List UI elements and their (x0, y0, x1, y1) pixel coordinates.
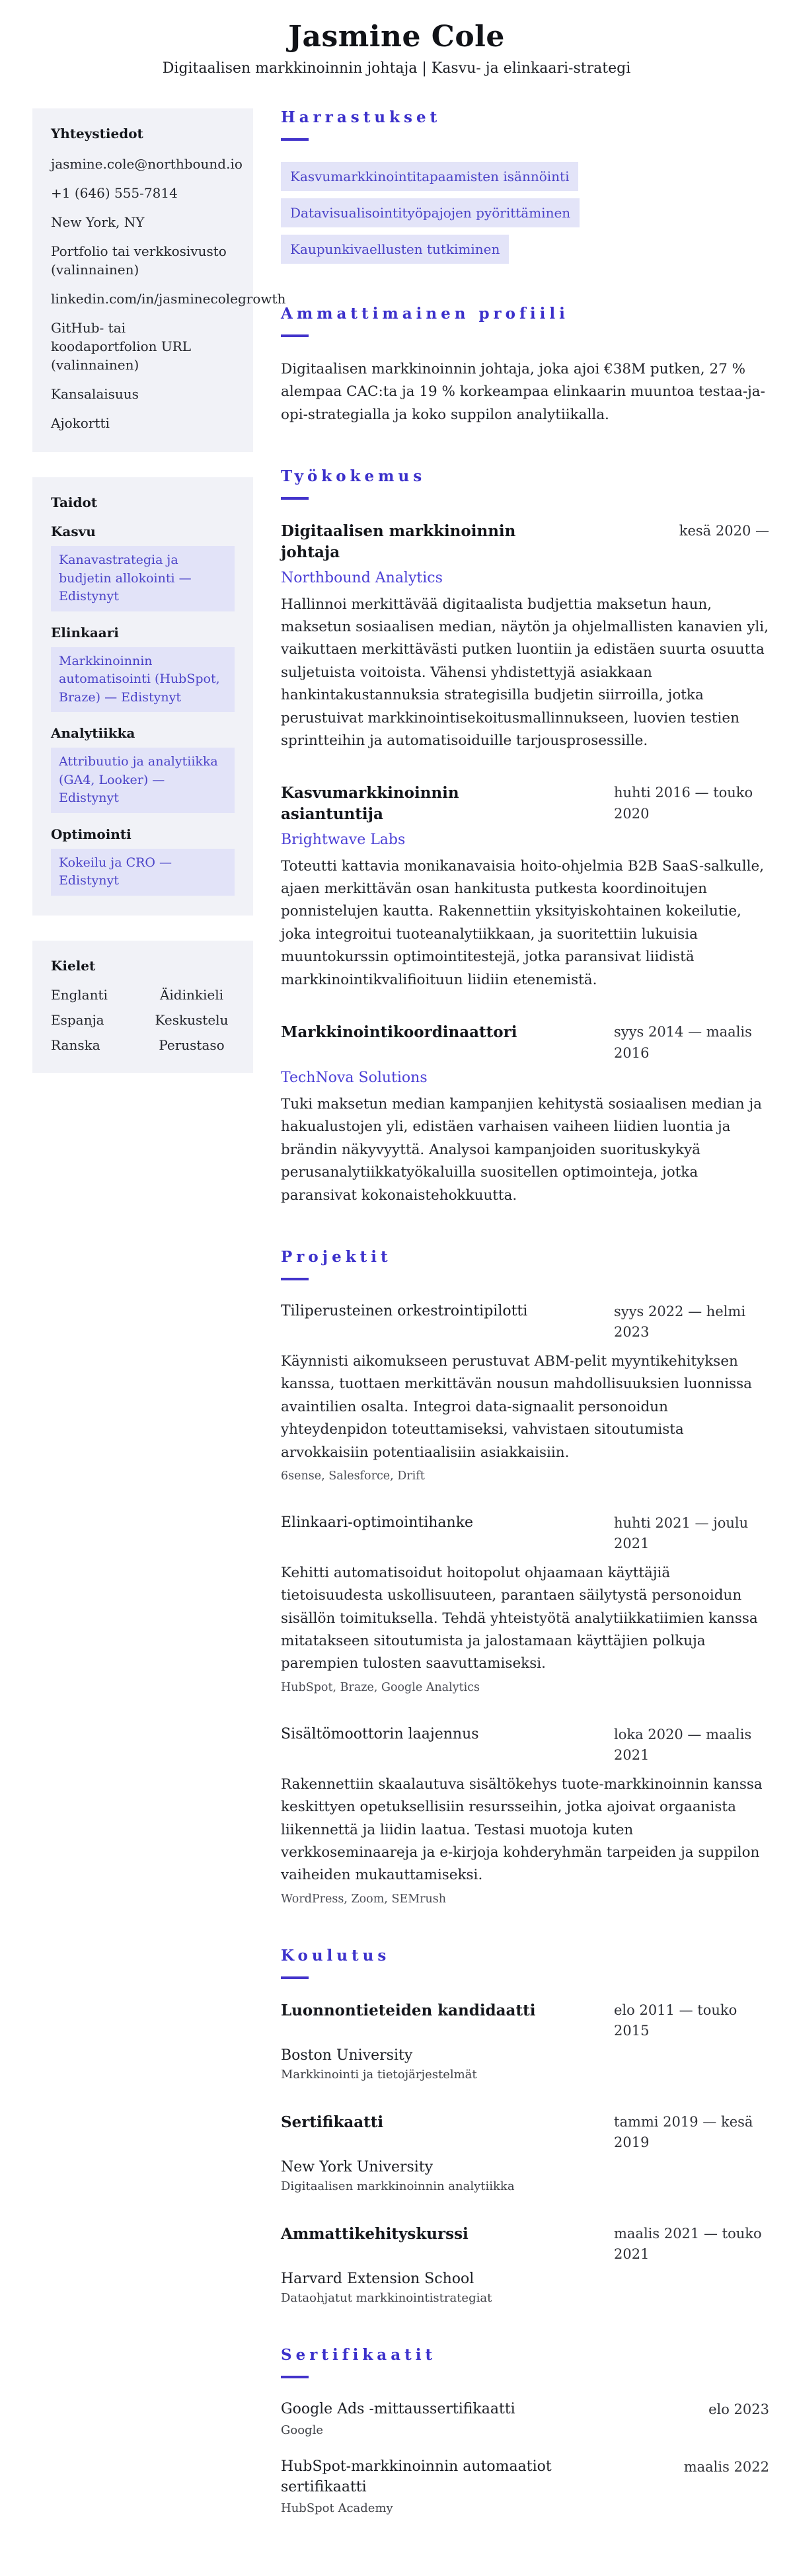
language-level: Keskustelu (155, 1012, 229, 1029)
education-field: Markkinointi ja tietojärjestelmät (281, 2067, 477, 2082)
project-dates: huhti 2021 — joulu 2021 (614, 1514, 749, 1552)
skill-pill: Kanavastrategia ja budjetin allokointi — Edistynyt (51, 546, 235, 611)
contact-heading: Yhteystiedot (51, 126, 143, 141)
contact-github: GitHub- tai koodaportfolion URL (valinnainen) (51, 320, 192, 373)
project-description: Käynnisti aikomukseen perustuvat ABM-pelit myyntikehityksen kanssa, tuottaen merkittävän nousun mahdollisuuksien luonnissa avaintilien osalta. Integroi data-signaalit personoidun yhteydenpidon toteuttamiseksi, vahvistaen sitoutumista arvokkaisiin potentiaalisiin asiakkaisiin. (281, 1352, 752, 1461)
job-company: Brightwave Labs (281, 831, 406, 848)
hobby-pill: Datavisualisointityöpajojen pyörittäminen (281, 198, 580, 227)
candidate-name: Jasmine Cole (288, 20, 505, 54)
profile-text: Digitaalisen markkinoinnin johtaja, joka ajoi €38M putken, 27 % alempaa CAC:ta ja 19 % korkeampaa elinkaarin muuntoa testaa-ja-opi-strategialla ja koko suppilon analytiikalla. (281, 361, 765, 423)
education-entry (281, 2112, 769, 2193)
contact-portfolio: Portfolio tai verkkosivusto (valinnainen) (51, 243, 227, 278)
education-entry (281, 2224, 769, 2305)
job-dates: kesä 2020 — (679, 523, 769, 539)
hobby-pill: Kaupunkivaellusten tutkiminen (281, 235, 509, 264)
hobby-row (281, 198, 769, 227)
education-school: Harvard Extension School (281, 2270, 474, 2287)
resume-columns (0, 108, 793, 2556)
language-level: Äidinkieli (159, 987, 224, 1003)
project-entry (281, 1513, 769, 1694)
languages-heading: Kielet (51, 958, 96, 974)
certification-date: elo 2023 (708, 2401, 769, 2417)
language-row (51, 1037, 235, 1053)
heading-rule (281, 138, 309, 141)
skill-category: Kasvu (51, 524, 96, 539)
job-company: TechNova Solutions (281, 1070, 428, 1086)
section-projects (281, 1248, 769, 1906)
project-tools: HubSpot, Braze, Google Analytics (281, 1680, 480, 1694)
education-degree: Sertifikaatti (281, 2113, 384, 2131)
project-title: Elinkaari-optimointihanke (281, 1514, 474, 1531)
contact-location: New York, NY (51, 214, 145, 230)
language-row (51, 987, 235, 1003)
contact-driver-license: Ajokortti (51, 415, 110, 431)
certification-entry (281, 2457, 769, 2515)
education-field: Dataohjatut markkinointistrategiat (281, 2290, 492, 2305)
contact-citizenship: Kansalaisuus (51, 386, 139, 402)
job-title: Markkinointikoordinaattori (281, 1023, 517, 1041)
languages-box (32, 941, 253, 1073)
education-entry (281, 2000, 769, 2082)
education-field: Digitaalisen markkinoinnin analytiikka (281, 2179, 515, 2193)
section-certifications (281, 2346, 769, 2515)
job-description: Toteutti kattavia monikanavaisia hoito-ohjelmia B2B SaaS-salkulle, ajaen merkittävän osan hankitusta putkesta koordinoitujen ponnistelujen kautta. Rakennettiin yksityiskohtainen kokeilutie, joka integroitui tuoteanalytiikkaan, ja suoritettiin lukuisia muuntokurssin optimointitestejä, jotka paransivat liidistä markkinointikvalifioituun liidiin etenemistä. (281, 857, 765, 988)
certification-title: Google Ads -mittaussertifikaatti (281, 2400, 515, 2417)
skill-pill: Kokeilu ja CRO — Edistynyt (51, 849, 235, 896)
contact-phone: +1 (646) 555-7814 (51, 185, 178, 201)
language-name: Espanja (51, 1012, 104, 1029)
job-description: Tuki maksetun median kampanjien kehitystä sosiaalisen median ja hakualustojen yli, edistäen varhaisen vaiheen liidien luontia ja brändin näkyvyyttä. Analysoi kampanjoiden suorituskykyä perusanalytiikkatyökaluilla suositellen optimointeja, jotka paransivat kokonaistehokkuutta. (281, 1096, 762, 1204)
work-entry (281, 783, 769, 992)
education-dates: elo 2011 — touko 2015 (614, 2002, 737, 2039)
project-tools: 6sense, Salesforce, Drift (281, 1469, 425, 1483)
resume-header (0, 0, 793, 77)
sidebar (32, 108, 286, 2556)
contact-email: jasmine.cole@northbound.io (51, 156, 243, 172)
main-column (281, 108, 769, 2556)
language-level: Perustaso (159, 1037, 225, 1054)
heading-rule (281, 2376, 309, 2378)
skill-pill: Markkinoinnin automatisointi (HubSpot, Braze) — Edistynyt (51, 647, 235, 713)
education-dates: tammi 2019 — kesä 2019 (614, 2113, 753, 2151)
work-heading: Työkokemus (281, 467, 426, 486)
contact-linkedin: linkedin.com/in/jasminecolegrowth (51, 291, 286, 307)
hobbies-heading: Harrastukset (281, 108, 441, 126)
project-dates: syys 2022 — helmi 2023 (614, 1303, 746, 1341)
job-dates: huhti 2016 — touko 2020 (614, 785, 753, 822)
language-name: Englanti (51, 987, 108, 1003)
education-school: New York University (281, 2158, 434, 2175)
heading-rule (281, 334, 309, 337)
candidate-tagline: Digitaalisen markkinoinnin johtaja | Kasvu- ja elinkaari-strategi (162, 60, 631, 77)
project-title: Tiliperusteinen orkestrointipilotti (281, 1302, 528, 1319)
skill-pill: Attribuutio ja analytiikka (GA4, Looker) — Edistynyt (51, 748, 235, 813)
language-name: Ranska (51, 1037, 100, 1054)
certification-date: maalis 2022 (683, 2459, 769, 2476)
hobby-pill: Kasvumarkkinointitapaamisten isännöinti (281, 162, 578, 191)
project-tools: WordPress, Zoom, SEMrush (281, 1892, 447, 1906)
education-degree: Luonnontieteiden kandidaatti (281, 2001, 536, 2019)
job-title: Digitaalisen markkinoinnin johtaja (281, 522, 516, 562)
job-description: Hallinnoi merkittävää digitaalista budjettia maksetun haun, maksetun sosiaalisen median, näytön ja ohjelmallisten kanavien yli, vaikuttaen merkittävästi putken luontiin ja edistäen suurta osuutta suljetuista voitoista. Vähensi yhdistettyjä asiakkaan hankintakustannuksia strategisilla budjetin siirroilla, jotka perustuivat markkinointisekoitusmallinnukseen, luovien testien sprintteihin ja automatisoiduille tarjousprosessille. (281, 596, 769, 749)
section-work (281, 467, 769, 1207)
education-heading: Koulutus (281, 1946, 391, 1965)
work-entry (281, 521, 769, 752)
hobby-row (281, 235, 769, 264)
education-degree: Ammattikehityskurssi (281, 2224, 469, 2243)
project-description: Kehitti automatisoidut hoitopolut ohjaamaan käyttäjiä tietoisuudesta uskollisuuteen, parantaen säilytystä personoidun sisällön toimituksella. Tehdä yhteistyötä analytiikkatiimien kanssa mitatakseen sitoutumista ja jalostamaan käyttäjien polkuja parempien tulosten saavuttamiseksi. (281, 1564, 758, 1672)
section-education (281, 1947, 769, 2305)
skill-category: Analytiikka (51, 725, 135, 742)
work-entry (281, 1022, 769, 1207)
skills-heading: Taidot (51, 494, 98, 510)
project-title: Sisältömoottorin laajennus (281, 1725, 479, 1742)
hobby-row (281, 162, 769, 191)
heading-rule (281, 497, 309, 500)
certification-title: HubSpot-markkinoinnin automaatiot sertifikaatti (281, 2458, 552, 2496)
skill-category: Elinkaari (51, 624, 119, 641)
project-entry (281, 1725, 769, 1906)
profile-heading: Ammattimainen profiili (281, 305, 569, 323)
job-company: Northbound Analytics (281, 569, 443, 586)
section-hobbies (281, 108, 769, 264)
certification-issuer: HubSpot Academy (281, 2501, 393, 2515)
certification-entry (281, 2400, 769, 2438)
skill-category: Optimointi (51, 826, 132, 842)
project-dates: loka 2020 — maalis 2021 (614, 1726, 752, 1764)
job-title: Kasvumarkkinoinnin asiantuntija (281, 784, 459, 824)
section-profile (281, 305, 769, 426)
project-entry (281, 1302, 769, 1483)
certifications-heading: Sertifikaatit (281, 2345, 437, 2364)
education-dates: maalis 2021 — touko 2021 (614, 2225, 762, 2263)
education-school: Boston University (281, 2047, 413, 2064)
skills-box (32, 477, 253, 916)
language-row (51, 1012, 235, 1028)
job-dates: syys 2014 — maalis 2016 (614, 1024, 752, 1061)
project-description: Rakennettiin skaalautuva sisältökehys tuote-markkinoinnin kanssa keskittyen opetuksellisiin resursseihin, jotka ajoivat orgaanista liikennettä ja liidin laatua. Testasi muotoja kuten verkkoseminaareja ja e-kirjoja kohderyhmän tarpeiden ja suppilon vaiheiden mukauttamiseksi. (281, 1776, 763, 1884)
projects-heading: Projektit (281, 1247, 392, 1266)
certification-issuer: Google (281, 2423, 323, 2438)
heading-rule (281, 1278, 309, 1280)
heading-rule (281, 1976, 309, 1979)
contact-box (32, 108, 286, 452)
